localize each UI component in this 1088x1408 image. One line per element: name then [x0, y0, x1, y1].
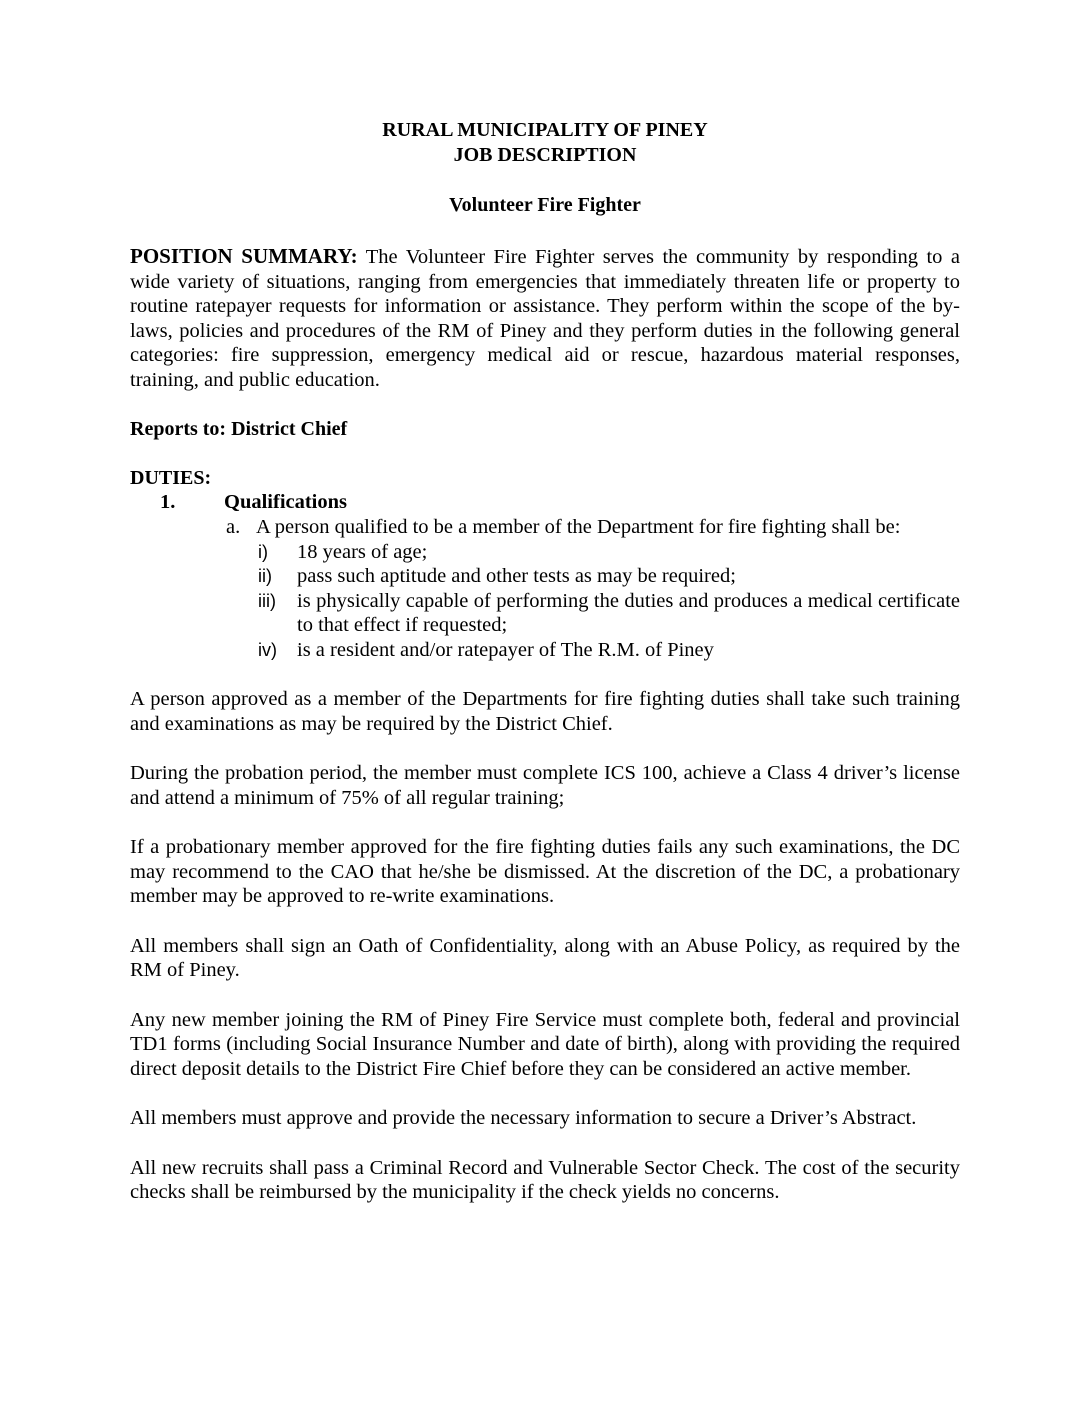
qualification-list: [130, 540, 960, 663]
sub-item-text: A person qualified to be a member of the Department for fire fighting shall be:: [256, 516, 901, 538]
paragraph-training: A person approved as a member of the Departments for fire fighting duties shall take such training and examinations as may be required by the District Chief.: [130, 688, 960, 735]
duties-section-heading: [130, 490, 960, 515]
document-page: [130, 118, 960, 1205]
list-item-marker: iv): [258, 639, 277, 660]
list-item-marker: ii): [258, 566, 272, 586]
list-item: [130, 564, 960, 589]
sub-item-marker: a.: [226, 516, 241, 538]
paragraph-probation: During the probation period, the member must complete ICS 100, achieve a Class 4 driver’s license and attend a minimum of 75% of all regular training;: [130, 762, 960, 809]
paragraph-examinations: If a probationary member approved for the fire fighting duties fails any such examinations, the DC may recommend to the CAO that he/she be dismissed. At the discretion of the DC, a probationary member may be approved to re-write examinations.: [130, 836, 960, 907]
list-item-text: pass such aptitude and other tests as may be required;: [297, 565, 736, 587]
duties-heading: DUTIES:: [130, 466, 212, 489]
qualification-intro: [130, 515, 960, 540]
position-summary-label: POSITION SUMMARY:: [130, 244, 358, 268]
list-item: [130, 589, 960, 638]
list-item-text: is a resident and/or ratepayer of The R.M. of Piney: [297, 638, 714, 661]
paragraph-criminal-check: All new recruits shall pass a Criminal Record and Vulnerable Sector Check. The cost of the security checks shall be reimbursed by the municipality if the check yields no concerns.: [130, 1156, 960, 1203]
list-item-marker: iii): [258, 590, 276, 611]
paragraph-confidentiality: All members shall sign an Oath of Confidentiality, along with an Abuse Policy, as required by the RM of Piney.: [130, 934, 960, 981]
reports-to: Reports to: District Chief: [130, 418, 348, 440]
section-title: Qualifications: [224, 491, 348, 513]
list-item-text: is physically capable of performing the duties and produces a medical certificate to that effect if requested;: [297, 589, 960, 636]
municipality-heading: RURAL MUNICIPALITY OF PINEY: [382, 119, 708, 141]
job-title: Volunteer Fire Fighter: [449, 194, 641, 216]
position-summary: [130, 244, 960, 392]
list-item: [130, 638, 960, 663]
section-number: 1.: [160, 491, 176, 513]
list-item-text: 18 years of age;: [297, 540, 428, 563]
list-item: [130, 540, 960, 565]
paragraph-td1-forms: Any new member joining the RM of Piney Fire Service must complete both, federal and provincial TD1 forms (including Social Insurance Number and date of birth), along with providing the required direct deposit details to the District Fire Chief before they can be considered an active member.: [130, 1008, 960, 1080]
paragraph-drivers-abstract: All members must approve and provide the necessary information to secure a Driver’s Abstract.: [130, 1107, 917, 1129]
document-type-heading: JOB DESCRIPTION: [453, 144, 637, 166]
list-item-marker: i): [258, 541, 268, 562]
position-summary-text: The Volunteer Fire Fighter serves the community by responding to a wide variety of situations, ranging from emergencies that immediately threaten life or property to routine ratepayer requests for information or assistance. They perform within the scope of the by-laws, policies and procedures of the RM of Piney and they perform duties in the following general categories: fire suppression, emergency medical aid or rescue, hazardous material responses, training, and public education.: [130, 246, 960, 391]
